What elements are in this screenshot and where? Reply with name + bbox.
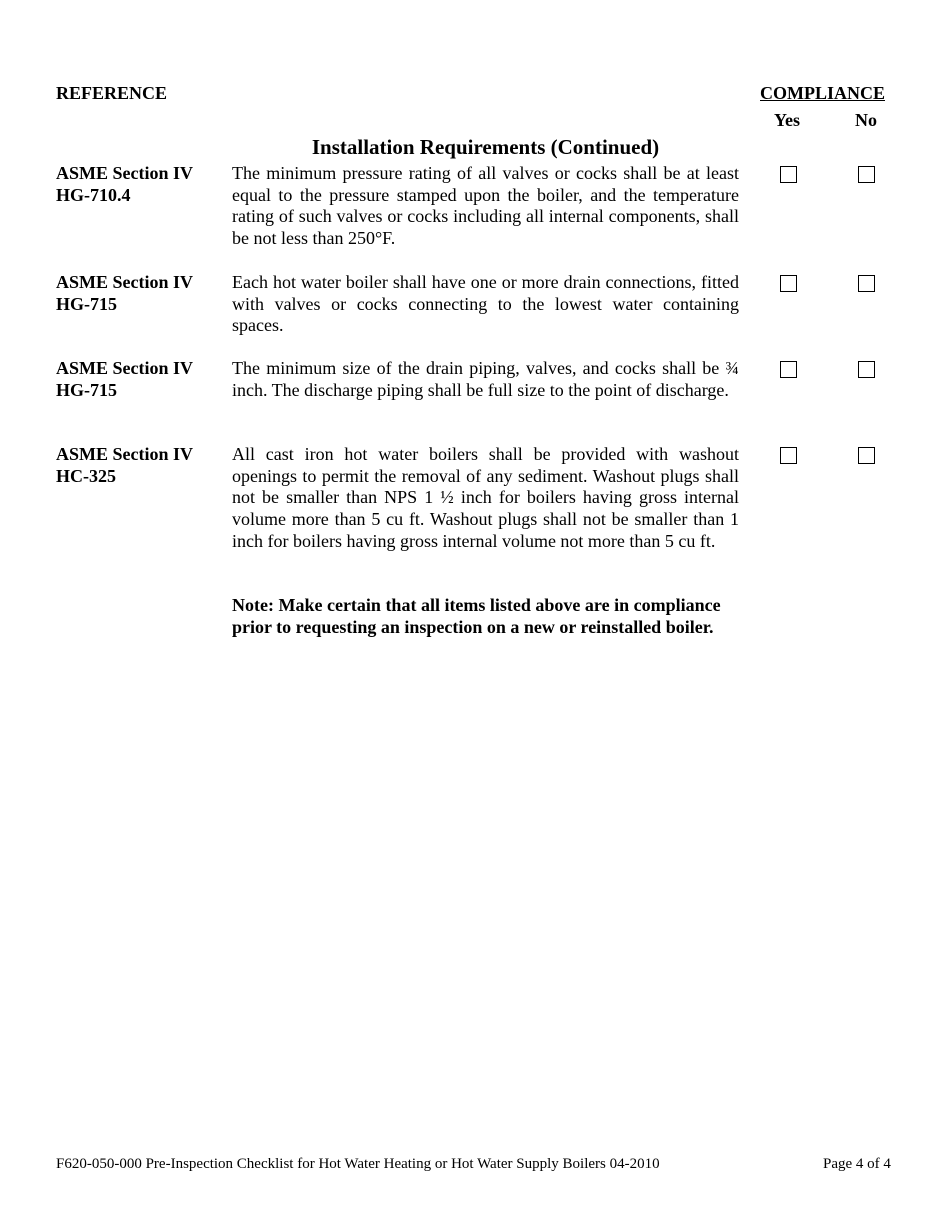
reference-code: ASME Section IV — [56, 444, 194, 464]
reference-cell — [56, 444, 226, 487]
reference-cell — [56, 358, 226, 401]
section-title: Installation Requirements (Continued) — [311, 135, 660, 159]
reference-code: ASME Section IV — [56, 163, 194, 183]
footer-form-title: F620-050-000 Pre-Inspection Checklist for Hot Water Heating or Hot Water Supply Boilers 04-2010 — [56, 1156, 660, 1172]
no-checkbox[interactable] — [858, 166, 875, 183]
footer-page-number: Page 4 of 4 — [823, 1156, 891, 1172]
yes-column-header: Yes — [774, 110, 800, 130]
reference-cell — [56, 272, 226, 315]
reference-section: HG-715 — [56, 379, 117, 400]
no-checkbox[interactable] — [858, 447, 875, 464]
compliance-note: Note: Make certain that all items listed above are in compliance prior to requesting an inspection on a new or reinstalled boiler. — [232, 595, 721, 637]
reference-code: ASME Section IV — [56, 358, 194, 378]
reference-section: HG-710.4 — [56, 184, 131, 205]
requirement-text: Each hot water boiler shall have one or more drain connections, fitted with valves or cocks connecting to the lowest water containing spaces. — [232, 272, 739, 336]
no-checkbox[interactable] — [858, 275, 875, 292]
reference-section: HG-715 — [56, 293, 117, 314]
yes-checkbox[interactable] — [780, 275, 797, 292]
reference-code: ASME Section IV — [56, 272, 194, 292]
reference-section: HC-325 — [56, 465, 116, 486]
no-checkbox[interactable] — [858, 361, 875, 378]
yes-checkbox[interactable] — [780, 447, 797, 464]
requirement-text: The minimum size of the drain piping, valves, and cocks shall be ¾ inch. The discharge piping shall be full size to the point of discharge. — [232, 358, 739, 400]
yes-checkbox[interactable] — [780, 166, 797, 183]
yes-checkbox[interactable] — [780, 361, 797, 378]
requirement-text: All cast iron hot water boilers shall be provided with washout openings to permit the removal of any sediment. Washout plugs shall not be smaller than NPS 1 ½ inch for boilers having gross internal volume more than 5 cu ft. Washout plugs shall not be smaller than 1 inch for boilers having gross internal volume not more than 5 cu ft. — [232, 444, 739, 551]
reference-heading: REFERENCE — [56, 83, 168, 103]
compliance-heading: COMPLIANCE — [760, 83, 885, 103]
no-column-header: No — [855, 110, 877, 130]
requirement-text: The minimum pressure rating of all valves or cocks shall be at least equal to the pressure stamped upon the boiler, and the temperature rating of such valves or cocks including all internal components, shall be not less than 250°F. — [232, 163, 739, 249]
reference-cell — [56, 163, 226, 206]
